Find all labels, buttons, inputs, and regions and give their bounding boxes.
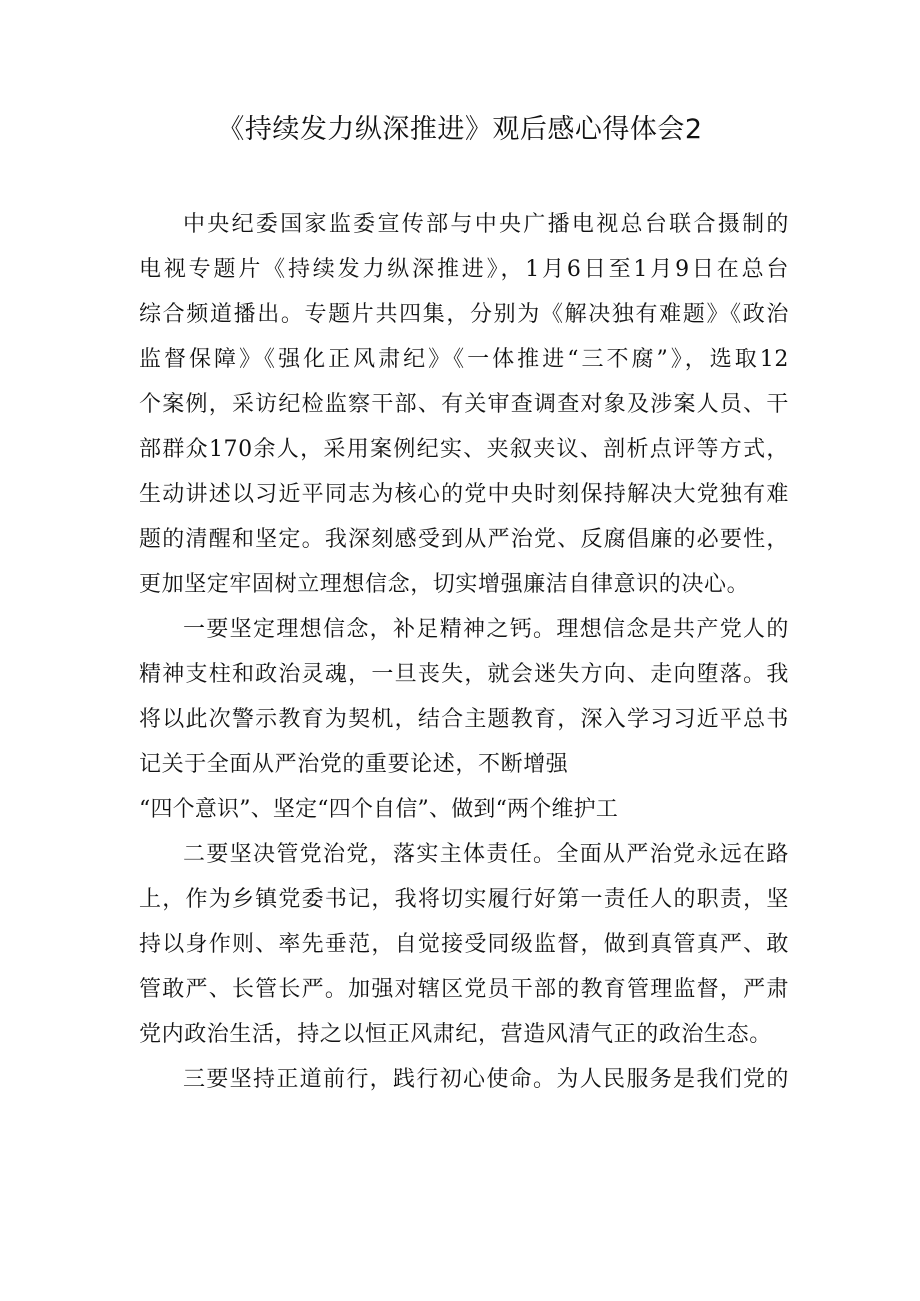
- document-title: 《持续发力纵深推进》观后感心得体会2: [217, 114, 703, 145]
- paragraph-3: [139, 832, 789, 1057]
- text-line: 将以此次警示教育为契机，结合主题教育，深入学习习近平总书: [139, 707, 789, 732]
- text-line: 一要坚定理想信念，补足精神之钙。理想信念是共产党人的: [183, 617, 789, 642]
- document-body: [139, 202, 789, 1102]
- text-line: 个案例，采访纪检监察干部、有关审查调查对象及涉案人员、干: [139, 392, 789, 417]
- text-line: 二要坚决管党治党，落实主体责任。全面从严治党永远在路: [183, 842, 789, 867]
- text-line: 管敢严、长管长严。加强对辖区党员干部的教育管理监督，严肃: [139, 977, 789, 1002]
- text-line: 党内政治生活，持之以恒正风肃纪，营造风清气正的政治生态。: [139, 1022, 772, 1047]
- text-line: 生动讲述以习近平同志为核心的党中央时刻保持解决大党独有难: [139, 482, 789, 507]
- text-line: 更加坚定牢固树立理想信念，切实增强廉洁自律意识的决心。: [139, 572, 750, 597]
- text-line: 综合频道播出。专题片共四集，分别为《解决独有难题》《政治: [139, 302, 789, 327]
- paragraph-1: [139, 202, 789, 607]
- text-line: 记关于全面从严治党的重要论述，不断增强: [139, 752, 569, 777]
- text-line: 部群众170余人，采用案例纪实、夹叙夹议、剖析点评等方式，: [139, 437, 789, 462]
- text-line: 持以身作则、率先垂范，自觉接受同级监督，做到真管真严、敢: [139, 932, 789, 957]
- text-line: 题的清醒和坚定。我深刻感受到从严治党、反腐倡廉的必要性，: [139, 527, 789, 552]
- text-line: 三要坚持正道前行，践行初心使命。为人民服务是我们党的: [183, 1067, 789, 1092]
- text-line: 监督保障》《强化正风肃纪》《一体推进“三不腐”》，选取12: [139, 347, 789, 372]
- text-line: 中央纪委国家监委宣传部与中央广播电视总台联合摄制的: [183, 212, 789, 237]
- paragraph-2: [139, 607, 789, 832]
- text-line: 上，作为乡镇党委书记，我将切实履行好第一责任人的职责，坚: [139, 887, 789, 912]
- paragraph-4: [139, 1057, 789, 1102]
- text-line: 电视专题片《持续发力纵深推进》，1月6日至1月9日在总台: [139, 257, 789, 282]
- text-line: 精神支柱和政治灵魂，一旦丧失，就会迷失方向、走向堕落。我: [139, 662, 789, 687]
- text-line: “四个意识”、坚定“四个自信”、做到“两个维护工: [139, 797, 619, 822]
